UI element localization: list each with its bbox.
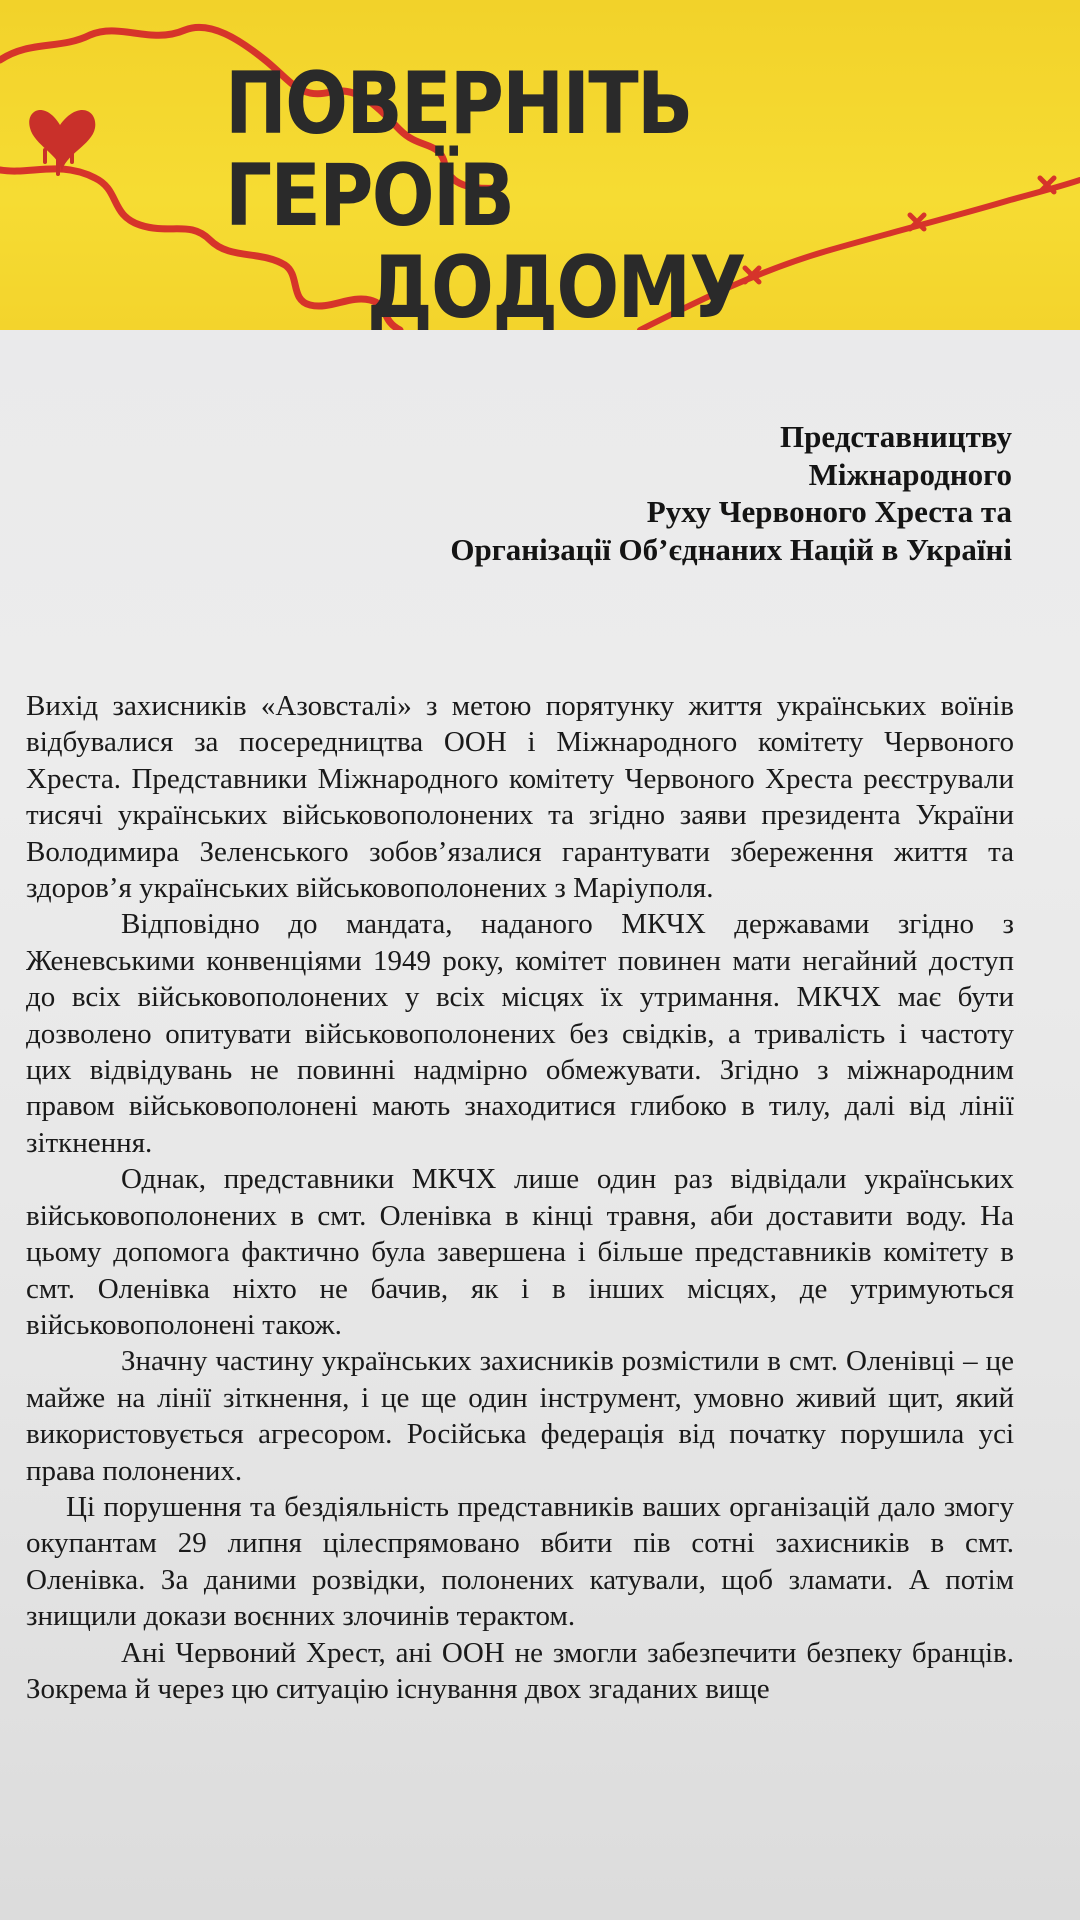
addressee-line-4: Організації Об’єднаних Націй в Україні bbox=[450, 531, 1012, 567]
paragraph-5: Ці порушення та бездіяльність представників ваших організацій дало змогу окупантам 29 липня цілеспрямовано вбити пів сотні захисників в смт. Оленівка. За даними розвідки, полонених катували, щоб зламати. А потім знищили докази воєнних злочинів терактом. bbox=[26, 1490, 1014, 1633]
paragraph-1: Вихід захисників «Азовсталі» з метою порятунку життя українських воїнів відбувалися за посередництва ООН і Міжнародного комітету Червоного Хреста. Представники Міжнародного комітету Червоного Хреста реєстрували тисячі українських військовополонених та згідно заяви президента України Володимира Зеленського зобов’язалися гарантувати збереження життя та здоров’я українських військовополонених з Маріуполя. bbox=[26, 690, 1014, 905]
heart-icon bbox=[29, 110, 95, 174]
paragraph-3: Однак, представники МКЧХ лише один раз відвідали українських військовополонених в смт. Оленівка в кінці травня, аби доставити воду. На цьому допомога фактично була завершена і більше представників комітету в смт. Оленівка ніхто не бачив, як і в інших місцях, де утримуються військовополонені також. bbox=[26, 1163, 1014, 1341]
addressee-line-1: Представництву bbox=[780, 419, 1012, 454]
paragraph-6: Ані Червоний Хрест, ані ООН не змогли забезпечити безпеку бранців. Зокрема й через цю ситуацію існування двох згаданих вище bbox=[26, 1636, 1014, 1705]
banner-title bbox=[225, 54, 913, 330]
banner-title-line1: ПОВЕРНІТЬ ГЕРОЇВ bbox=[225, 54, 692, 246]
letter-body bbox=[26, 688, 1014, 1707]
addressee-block bbox=[450, 418, 1012, 568]
banner-title-line2: ДОДОМУ bbox=[366, 238, 745, 330]
paragraph-2: Відповідно до мандата, наданого МКЧХ державами згідно з Женевськими конвенціями 1949 року, комітет повинен мати негайний доступ до всіх військовополонених у всіх місцях їх утримання. МКЧХ має бути дозволено опитувати військовополонених без свідків, а тривалість і частоту цих відвідувань не повинні надмірно обмежувати. Згідно з міжнародним правом військовополонені мають знаходитися глибоко в тилу, далі від лінії зіткнення. bbox=[26, 908, 1014, 1159]
addressee-line-3: Руху Червоного Хреста та bbox=[646, 494, 1012, 529]
paragraph-4: Значну частину українських захисників розмістили в смт. Оленівці – це майже на лінії зіткнення, і це ще один інструмент, умовно живий щит, який використовується агресором. Російська федерація від початку порушила усі права полонених. bbox=[26, 1345, 1014, 1487]
header-banner bbox=[0, 0, 1080, 330]
addressee-line-2: Міжнародного bbox=[808, 456, 1012, 492]
